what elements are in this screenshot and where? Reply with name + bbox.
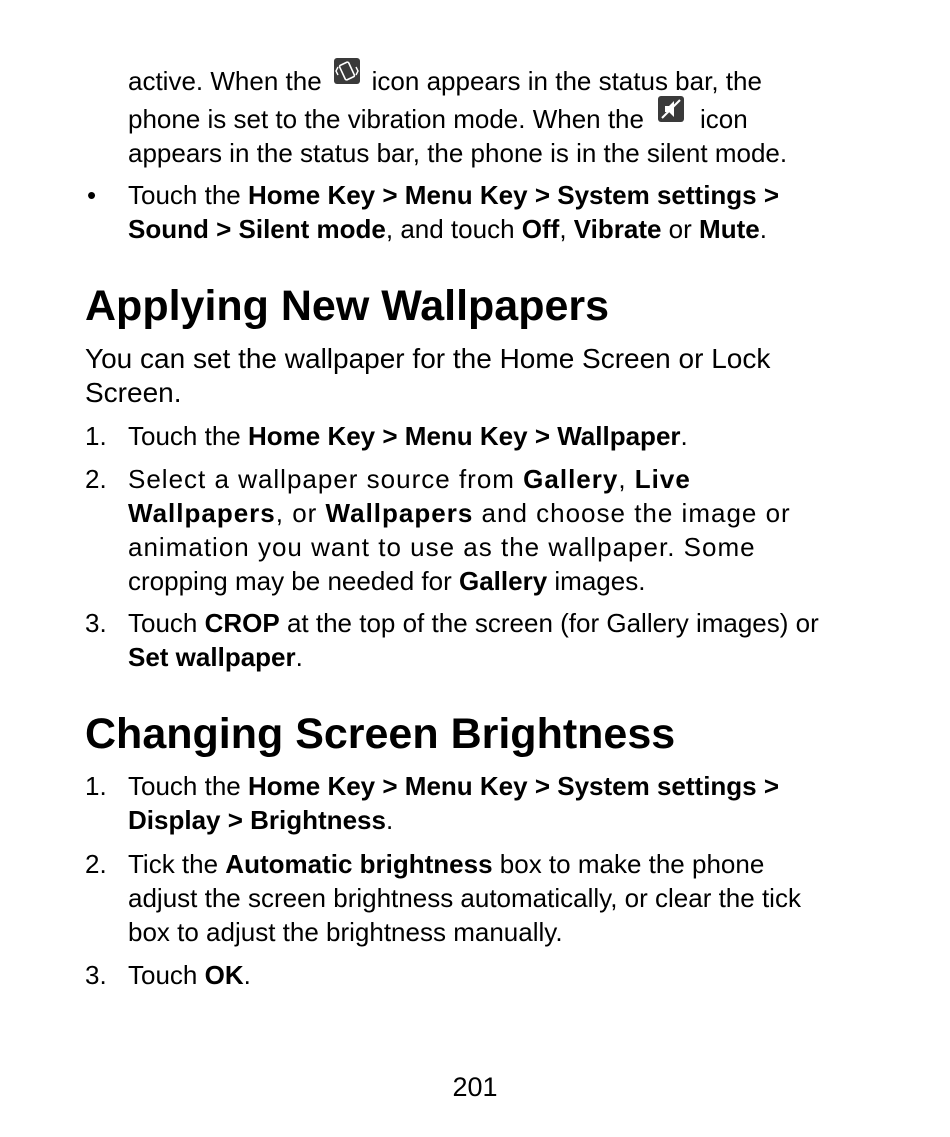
wallpaper-intro-line-1: You can set the wallpaper for the Home Screen or Lock (85, 343, 771, 374)
intro-text: active. When the (128, 66, 322, 96)
brightness-step-2 (85, 847, 885, 949)
brightness-step-1 (85, 769, 885, 837)
step-line: box to adjust the brightness manually. (128, 917, 563, 947)
intro-line-1 (128, 64, 885, 98)
wallpaper-step-3 (85, 606, 885, 674)
step-line: Set wallpaper. (128, 642, 303, 672)
document-page (85, 60, 885, 992)
wallpaper-intro (85, 342, 885, 410)
bullet-line-1: Touch the Home Key > Menu Key > System settings > (128, 180, 780, 210)
step-number: 1. (85, 771, 107, 801)
vibrate-icon (334, 58, 360, 84)
step-line: animation you want to use as the wallpaper. Some (128, 532, 756, 562)
brightness-step-3 (85, 958, 885, 992)
step-line: Touch the Home Key > Menu Key > Wallpaper. (128, 421, 688, 451)
step-number: 2. (85, 464, 107, 494)
wallpaper-step-1 (85, 419, 885, 453)
step-line: cropping may be needed for Gallery images. (128, 566, 646, 596)
wallpaper-intro-line-2: Screen. (85, 377, 182, 408)
intro-line-2 (128, 102, 885, 136)
bullet-marker: • (87, 180, 97, 210)
wallpaper-step-2 (85, 462, 885, 598)
intro-paragraph (85, 64, 885, 170)
step-line: Tick the Automatic brightness box to make the phone (128, 849, 765, 879)
step-line: Display > Brightness. (128, 805, 394, 835)
step-number: 2. (85, 849, 107, 879)
step-number: 1. (85, 421, 107, 451)
silent-mode-bullet (85, 178, 885, 246)
intro-line-3: appears in the status bar, the phone is in the silent mode. (128, 138, 788, 168)
step-line: Touch the Home Key > Menu Key > System settings > (128, 771, 780, 801)
step-line: Select a wallpaper source from Gallery, Live (128, 464, 691, 494)
step-line: Wallpapers, or Wallpapers and choose the image or (128, 498, 791, 528)
page-number: 201 (452, 1072, 498, 1102)
intro-text: phone is set to the vibration mode. When the (128, 104, 644, 134)
intro-text: icon (699, 104, 748, 134)
step-line: adjust the screen brightness automatically, or clear the tick (128, 883, 801, 913)
brightness-heading: Changing Screen Brightness (85, 710, 676, 758)
step-line: Touch OK. (128, 960, 251, 990)
silent-icon (658, 96, 684, 122)
step-number: 3. (85, 960, 107, 990)
wallpaper-heading: Applying New Wallpapers (85, 282, 610, 330)
step-number: 3. (85, 608, 107, 638)
bullet-line-2: Sound > Silent mode, and touch Off, Vibrate or Mute. (128, 214, 767, 244)
intro-text: icon appears in the status bar, the (371, 66, 762, 96)
step-line: Touch CROP at the top of the screen (for Gallery images) or (128, 608, 819, 638)
